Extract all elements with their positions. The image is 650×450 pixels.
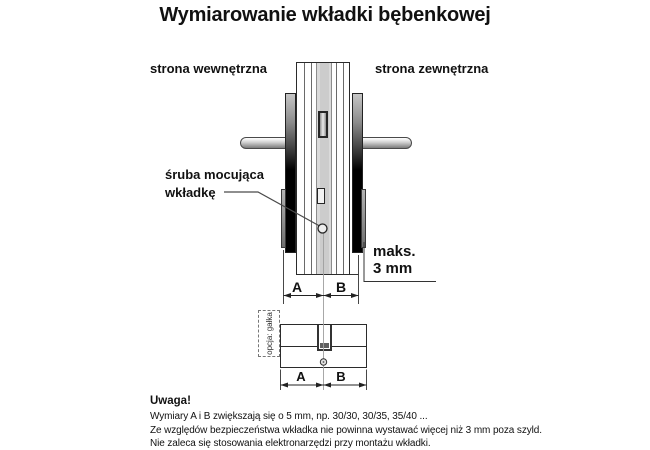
door-layer-line (304, 63, 305, 274)
escutcheon-left (285, 93, 296, 253)
inner-side-label: strona wewnętrzna (150, 61, 268, 76)
arrowhead (281, 383, 289, 388)
arrowhead (359, 383, 367, 388)
warning-note (150, 395, 620, 450)
door-layer-line (336, 63, 337, 274)
dimension-a-label: A (291, 279, 303, 295)
profile-dimension-a-label: A (296, 369, 306, 384)
outer-side-label: strona zewnętrzna (375, 61, 489, 76)
cam-slot (318, 111, 328, 138)
cylinder-profile-body (280, 324, 367, 368)
cam-notch-bottom (320, 343, 329, 348)
cam-notch (317, 325, 332, 351)
cylinder-channel (316, 63, 332, 274)
arrowhead (316, 383, 324, 388)
knob-option-label: opcja: gałka (264, 312, 274, 355)
warning-heading: Uwaga! (150, 395, 191, 407)
mounting-screw-label-line2: wkładkę (165, 185, 216, 200)
profile-dimension-b-label: B (336, 369, 346, 384)
warning-line: Wymiary A i B zwiększają się o 5 mm, np. 30/30, 30/35, 35/40 ... (150, 411, 428, 422)
side-plate-right (361, 189, 366, 248)
max-protrusion-line2: 3 mm (373, 259, 413, 277)
dimension-b-label: B (335, 279, 347, 295)
mounting-screw-label (165, 166, 264, 202)
arrowhead (316, 293, 324, 298)
door-layer-line (311, 63, 312, 274)
max-protrusion-line1: maks. (373, 243, 416, 260)
knob-option-box (258, 310, 280, 357)
cylinder-core (320, 63, 329, 274)
spindle-rod-right (362, 137, 412, 149)
door-cross-section (296, 62, 350, 275)
page-title: Wymiarowanie wkładki bębenkowej (159, 4, 491, 26)
screw-slot (317, 188, 325, 204)
max-protrusion-label (373, 244, 416, 277)
spindle-rod-left (240, 137, 286, 149)
side-plate-left (281, 189, 286, 248)
door-layer-line (343, 63, 344, 274)
mounting-screw-label-line1: śruba mocująca (165, 167, 264, 182)
warning-line: Ze względów bezpieczeństwa wkładka nie powinna wystawać więcej niż 3 mm poza szyld. (150, 424, 542, 436)
warning-line: Nie zaleca się stosowania elektronarzędzi przy montażu wkładki. (150, 438, 431, 449)
